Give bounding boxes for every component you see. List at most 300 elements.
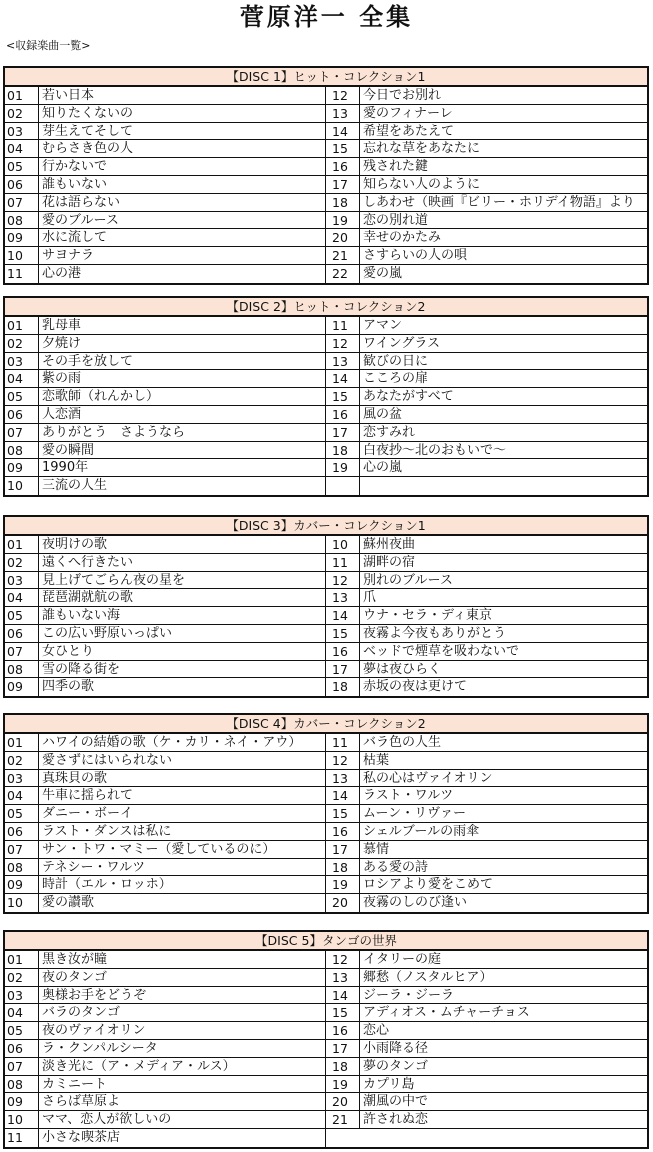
track-number: 08 <box>5 1076 39 1093</box>
track-title: 今日でお別れ <box>363 88 442 103</box>
track-title: 恋の別れ道 <box>363 212 429 228</box>
track-number: 02 <box>5 554 39 571</box>
track-number: 13 <box>326 589 360 606</box>
track-title: ラスト・ワルツ <box>363 788 454 804</box>
disc-2-table <box>3 296 649 497</box>
track-row <box>5 176 325 194</box>
track-number: 09 <box>5 229 39 246</box>
track-number: 06 <box>5 625 39 642</box>
track-title: さすらいの人の唄 <box>363 248 468 264</box>
track-title: 乳母車 <box>42 318 82 333</box>
track-row <box>5 805 325 823</box>
track-number: 01 <box>5 87 39 104</box>
track-number: 07 <box>5 1058 39 1075</box>
track-row <box>326 1093 647 1111</box>
track-title: 愛のフィナーレ <box>363 105 453 121</box>
track-title: 小さな喫茶店 <box>42 1129 121 1145</box>
track-title: ベッドで煙草を吸わないで <box>363 643 520 659</box>
track-title: カミニート <box>42 1076 108 1092</box>
track-row <box>326 894 647 912</box>
track-row <box>326 752 647 770</box>
track-title: 忘れな草をあなたに <box>363 141 481 157</box>
track-title: 心の港 <box>42 265 82 281</box>
track-list-label: <収録楽曲一覧> <box>6 39 91 52</box>
track-title: 夜明けの歌 <box>42 537 108 552</box>
track-row <box>5 823 325 841</box>
track-title: 夜霧のしのび逢い <box>363 895 468 911</box>
track-row <box>5 969 325 987</box>
track-row <box>326 247 647 265</box>
track-row <box>5 589 325 607</box>
track-row <box>326 335 647 353</box>
track-title: ある愛の詩 <box>363 859 429 875</box>
track-row <box>5 388 325 406</box>
track-number: 12 <box>326 87 360 104</box>
track-row <box>5 406 325 424</box>
track-title: ラ・クンパルシータ <box>42 1040 158 1056</box>
track-row <box>5 894 325 912</box>
track-column-right <box>326 536 647 696</box>
track-title: こころの扉 <box>363 371 429 387</box>
track-title: 赤坂の夜は更けて <box>363 679 468 695</box>
track-number <box>326 477 360 495</box>
track-row <box>326 212 647 230</box>
track-number: 06 <box>5 406 39 423</box>
track-title: 心の嵐 <box>363 460 403 476</box>
disc-tracks <box>5 536 647 696</box>
track-row <box>5 459 325 477</box>
track-number: 04 <box>5 1004 39 1021</box>
track-row <box>326 158 647 176</box>
track-row <box>326 661 647 679</box>
track-row <box>5 1093 325 1111</box>
disc-header: 【DISC 5】タンゴの世界 <box>5 932 647 951</box>
track-number: 05 <box>5 1022 39 1039</box>
track-title: 水に流して <box>42 230 108 246</box>
track-number: 20 <box>326 894 360 912</box>
track-row <box>5 1111 325 1129</box>
track-title: ありがとう さようなら <box>42 424 186 440</box>
track-row <box>5 370 325 388</box>
track-row <box>5 1040 325 1058</box>
track-number: 12 <box>326 951 360 968</box>
track-row <box>326 607 647 625</box>
track-title: 黒き汝が瞳 <box>42 952 108 967</box>
track-number: 04 <box>5 589 39 606</box>
track-title: 慕情 <box>363 841 390 857</box>
track-number: 03 <box>5 123 39 140</box>
track-row <box>5 265 325 283</box>
track-title: 芽生えてそして <box>42 123 134 139</box>
track-column-left <box>5 951 326 1147</box>
track-title: 夢のタンゴ <box>363 1058 429 1074</box>
track-title: イタリーの庭 <box>363 952 442 967</box>
track-number: 03 <box>5 572 39 589</box>
track-row <box>326 823 647 841</box>
track-title: 雪の降る街を <box>42 661 121 677</box>
track-title: 愛のブルース <box>42 212 119 228</box>
disc-header: 【DISC 3】カバー・コレクション1 <box>5 517 647 536</box>
track-row <box>326 625 647 643</box>
track-title: 小雨降る径 <box>363 1040 429 1056</box>
track-title: あなたがすべて <box>363 389 454 405</box>
track-row <box>5 1022 325 1040</box>
track-title: 行かないで <box>42 159 108 175</box>
track-number: 20 <box>326 229 360 246</box>
track-title: カプリ島 <box>363 1076 415 1092</box>
track-title: その手を放して <box>42 353 134 369</box>
disc-header: 【DISC 4】カバー・コレクション2 <box>5 715 647 734</box>
track-row <box>5 1004 325 1022</box>
disc-header: 【DISC 2】ヒット・コレクション2 <box>5 298 647 317</box>
track-row <box>5 841 325 859</box>
track-column-left <box>5 536 326 696</box>
track-title: 幸せのかたみ <box>363 230 442 246</box>
track-number: 07 <box>5 643 39 660</box>
track-number: 15 <box>326 388 360 405</box>
track-number: 11 <box>326 317 360 334</box>
track-number: 14 <box>326 987 360 1004</box>
track-row <box>326 969 647 987</box>
track-number: 16 <box>326 643 360 660</box>
track-number: 08 <box>5 212 39 229</box>
track-row <box>326 1040 647 1058</box>
track-number: 18 <box>326 678 360 696</box>
track-row <box>326 643 647 661</box>
track-row <box>326 406 647 424</box>
track-number: 11 <box>326 734 360 751</box>
track-number: 04 <box>5 370 39 387</box>
track-row <box>5 643 325 661</box>
track-title: バラ色の人生 <box>363 735 442 750</box>
track-number: 02 <box>5 105 39 122</box>
track-title: アディオス・ムチャーチョス <box>363 1005 530 1021</box>
track-number: 14 <box>326 123 360 140</box>
track-number: 15 <box>326 805 360 822</box>
track-title: 時計（エル・ロッホ） <box>42 877 172 893</box>
track-title: 誰もいない海 <box>42 608 121 624</box>
track-row <box>326 388 647 406</box>
track-number: 05 <box>5 805 39 822</box>
track-number: 11 <box>326 554 360 571</box>
track-number: 10 <box>326 536 360 553</box>
track-column-right <box>326 734 647 912</box>
track-number: 15 <box>326 1004 360 1021</box>
track-number: 03 <box>5 770 39 787</box>
track-number: 18 <box>326 1058 360 1075</box>
track-number: 11 <box>5 265 39 283</box>
track-number: 04 <box>5 140 39 157</box>
track-number: 14 <box>326 607 360 624</box>
track-title: テネシー・ワルツ <box>42 859 146 875</box>
track-row <box>5 1129 325 1147</box>
track-number: 03 <box>5 353 39 370</box>
track-number: 17 <box>326 841 360 858</box>
track-row <box>5 317 325 335</box>
track-number: 12 <box>326 572 360 589</box>
track-number: 16 <box>326 823 360 840</box>
disc-4-table <box>3 713 649 914</box>
track-number: 07 <box>5 424 39 441</box>
track-number: 07 <box>5 194 39 211</box>
track-title: 愛さずにはいられない <box>42 752 173 768</box>
track-title: 見上げてごらん夜の星を <box>42 572 186 588</box>
disc-header: 【DISC 1】ヒット・コレクション1 <box>5 68 647 87</box>
track-title: 琵琶湖就航の歌 <box>42 590 134 606</box>
track-title: ダニー・ボーイ <box>42 806 134 822</box>
track-title: 別れのブルース <box>363 572 453 588</box>
track-row <box>5 734 325 752</box>
track-number: 10 <box>5 247 39 264</box>
track-title: 風の盆 <box>363 406 403 422</box>
track-title: 恋歌師（れんかし） <box>42 389 160 405</box>
track-number: 17 <box>326 176 360 193</box>
disc-5-table <box>3 930 649 1149</box>
track-row <box>5 752 325 770</box>
track-column-left <box>5 87 326 283</box>
track-row <box>326 1004 647 1022</box>
track-title: 誰もいない <box>42 176 108 192</box>
track-title: 歓びの日に <box>363 353 429 369</box>
track-row <box>5 678 325 696</box>
track-number: 01 <box>5 734 39 751</box>
track-title: ハワイの結婚の歌（ケ・カリ・ネイ・アウ） <box>42 735 302 750</box>
track-title: 人恋酒 <box>42 406 82 422</box>
track-row <box>326 176 647 194</box>
track-row <box>326 1022 647 1040</box>
track-title: 爪 <box>363 590 377 606</box>
track-title: さらば草原よ <box>42 1094 121 1110</box>
track-number: 16 <box>326 406 360 423</box>
track-title: 蘇州夜曲 <box>363 537 416 552</box>
track-row <box>326 317 647 335</box>
track-title: 残された鍵 <box>363 159 429 175</box>
track-row <box>326 353 647 371</box>
track-title: シェルブールの雨傘 <box>363 823 480 839</box>
track-title: 知らない人のように <box>363 176 481 192</box>
track-title: 夜のヴァイオリン <box>42 1023 146 1039</box>
track-title: 湖畔の宿 <box>363 554 416 570</box>
track-number: 02 <box>5 752 39 769</box>
track-row <box>326 876 647 894</box>
track-row <box>5 140 325 158</box>
track-row <box>5 247 325 265</box>
track-title: 恋心 <box>363 1023 390 1039</box>
track-row <box>5 477 325 495</box>
track-number: 17 <box>326 661 360 678</box>
track-number: 13 <box>326 353 360 370</box>
track-number: 08 <box>5 661 39 678</box>
track-row <box>5 442 325 460</box>
track-number: 01 <box>5 951 39 968</box>
track-number: 16 <box>326 158 360 175</box>
track-number: 13 <box>326 105 360 122</box>
track-number: 20 <box>326 1093 360 1110</box>
track-number: 04 <box>5 787 39 804</box>
track-column-left <box>5 734 326 912</box>
track-number: 07 <box>5 841 39 858</box>
track-row <box>326 859 647 877</box>
page-title: 菅原洋一 全集 <box>239 2 414 31</box>
track-row <box>5 876 325 894</box>
track-title: 遠くへ行きたい <box>42 554 134 570</box>
track-number: 06 <box>5 176 39 193</box>
track-row <box>5 194 325 212</box>
track-row <box>326 734 647 752</box>
track-title: 愛の嵐 <box>363 265 403 281</box>
track-title: 淡き光に（ア・メディア・ルス） <box>42 1058 236 1074</box>
track-row <box>5 554 325 572</box>
track-number: 17 <box>326 424 360 441</box>
track-number: 08 <box>5 442 39 459</box>
track-number: 19 <box>326 459 360 476</box>
track-title: 私の心はヴァイオリン <box>363 770 493 786</box>
track-number: 08 <box>5 859 39 876</box>
track-number: 12 <box>326 752 360 769</box>
track-number: 14 <box>326 787 360 804</box>
track-title: 恋すみれ <box>363 424 416 440</box>
track-number: 09 <box>5 876 39 893</box>
track-title: 夜霧よ今夜もありがとう <box>363 625 507 641</box>
track-row <box>326 140 647 158</box>
track-row <box>326 442 647 460</box>
disc-tracks <box>5 951 647 1147</box>
track-number: 17 <box>326 1040 360 1057</box>
track-title: この広い野原いっぱい <box>42 625 173 641</box>
track-row <box>5 770 325 788</box>
track-number: 09 <box>5 459 39 476</box>
track-number: 01 <box>5 317 39 334</box>
track-title: サン・トワ・マミー（愛しているのに） <box>42 841 276 857</box>
track-column-right <box>326 951 647 1147</box>
track-title: ワイングラス <box>363 335 440 351</box>
track-row <box>5 787 325 805</box>
track-title: 紫の雨 <box>42 371 82 387</box>
track-row <box>5 607 325 625</box>
track-title <box>360 477 647 495</box>
track-title: 白夜抄～北のおもいで～ <box>363 442 507 458</box>
track-number: 15 <box>326 140 360 157</box>
track-row <box>326 1111 647 1129</box>
track-row <box>5 987 325 1005</box>
track-row <box>326 841 647 859</box>
track-row <box>5 105 325 123</box>
track-number: 19 <box>326 1076 360 1093</box>
track-number: 10 <box>5 894 39 912</box>
disc-tracks <box>5 317 647 495</box>
track-column-right <box>326 87 647 283</box>
track-number: 09 <box>5 1093 39 1110</box>
track-row <box>326 424 647 442</box>
track-title: バラのタンゴ <box>42 1005 121 1021</box>
track-title: むらさき色の人 <box>42 141 134 157</box>
track-title: ジーラ・ジーラ <box>363 987 455 1003</box>
track-number: 05 <box>5 607 39 624</box>
track-number: 14 <box>326 370 360 387</box>
track-title: 若い日本 <box>42 88 95 103</box>
track-number: 05 <box>5 388 39 405</box>
track-number: 01 <box>5 536 39 553</box>
track-number: 13 <box>326 969 360 986</box>
track-number: 03 <box>5 987 39 1004</box>
track-row <box>326 554 647 572</box>
track-title: 潮風の中で <box>363 1094 429 1110</box>
track-row <box>326 229 647 247</box>
disc-1-table <box>3 66 649 285</box>
track-row <box>5 229 325 247</box>
track-number: 02 <box>5 335 39 352</box>
track-title: 愛の讃歌 <box>42 895 95 911</box>
track-number: 18 <box>326 442 360 459</box>
track-row <box>326 1058 647 1076</box>
track-row <box>326 987 647 1005</box>
disc-3-table <box>3 515 649 698</box>
track-row <box>326 572 647 590</box>
track-row <box>5 212 325 230</box>
track-title: ウナ・セラ・ディ東京 <box>363 608 492 624</box>
track-number: 16 <box>326 1022 360 1039</box>
track-number: 19 <box>326 876 360 893</box>
track-row <box>326 1076 647 1094</box>
track-row <box>5 625 325 643</box>
empty-track-row <box>326 1129 647 1147</box>
track-row <box>326 194 647 212</box>
track-row <box>5 859 325 877</box>
track-row <box>326 536 647 554</box>
track-title: 花は語らない <box>42 194 121 210</box>
track-row <box>326 678 647 696</box>
track-title: ロシアより愛をこめて <box>363 877 494 893</box>
track-number: 06 <box>5 1040 39 1057</box>
track-title: 愛の瞬間 <box>42 442 95 458</box>
track-row <box>5 1076 325 1094</box>
track-title: ママ、恋人が欲しいの <box>42 1112 172 1128</box>
track-title: しあわせ（映画『ビリー・ホリデイ物語』より <box>363 194 635 210</box>
track-number: 11 <box>5 1129 39 1147</box>
track-title: 三流の人生 <box>42 478 108 494</box>
track-number: 15 <box>326 625 360 642</box>
track-title: 真珠貝の歌 <box>42 770 108 786</box>
track-number: 09 <box>5 678 39 696</box>
track-title: 夕焼け <box>42 335 82 351</box>
track-row <box>5 158 325 176</box>
track-number: 19 <box>326 212 360 229</box>
track-row <box>326 87 647 105</box>
track-row <box>5 536 325 554</box>
track-row <box>326 477 647 495</box>
track-number: 13 <box>326 770 360 787</box>
track-row <box>5 424 325 442</box>
track-title: ラスト・ダンスは私に <box>42 823 172 839</box>
track-title: 四季の歌 <box>42 679 95 695</box>
track-number: 02 <box>5 969 39 986</box>
disc-tracks <box>5 734 647 912</box>
track-title: 希望をあたえて <box>363 123 455 139</box>
track-number: 10 <box>5 1111 39 1128</box>
track-title: ムーン・リヴァー <box>363 806 466 822</box>
track-number: 10 <box>5 477 39 495</box>
track-row <box>5 335 325 353</box>
track-column-right <box>326 317 647 495</box>
track-title: 奥様お手をどうぞ <box>42 987 147 1003</box>
track-row <box>5 1058 325 1076</box>
track-row <box>5 951 325 969</box>
track-title: アマン <box>363 318 403 333</box>
track-row <box>326 589 647 607</box>
track-column-left <box>5 317 326 495</box>
track-number: 18 <box>326 194 360 211</box>
track-row <box>326 123 647 141</box>
